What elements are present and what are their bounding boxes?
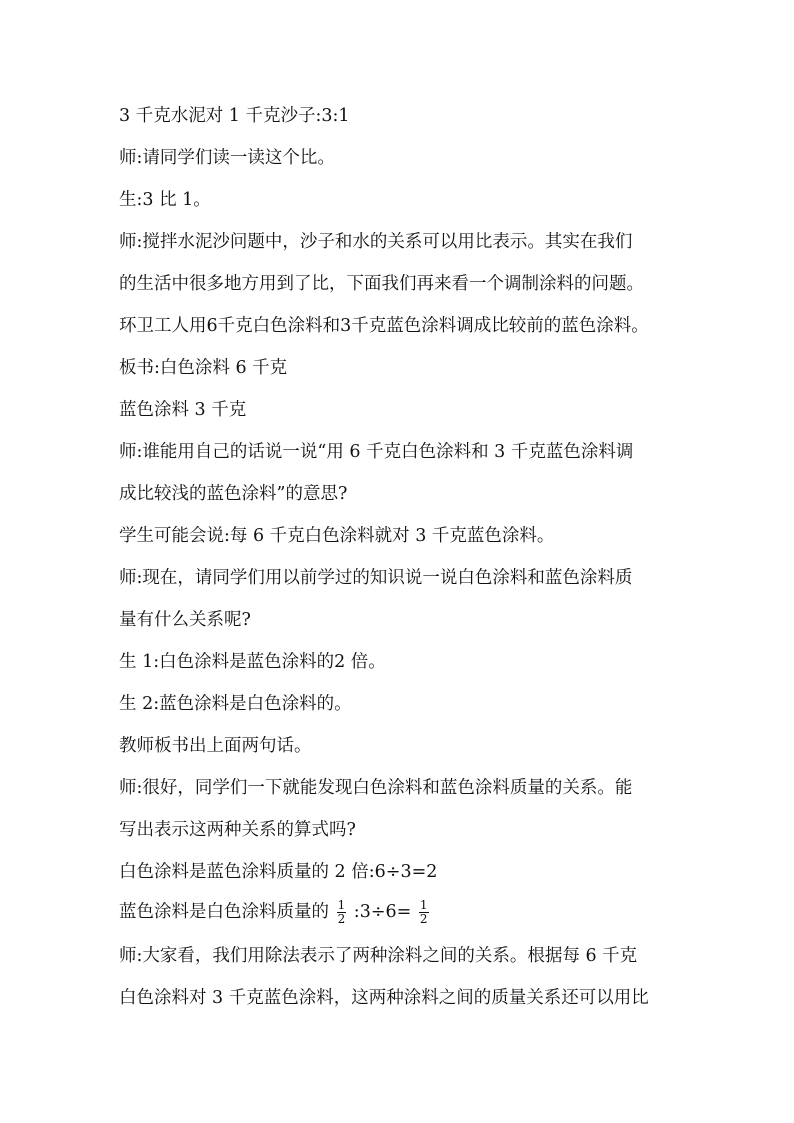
fraction-one-half [337, 899, 347, 926]
text-line: 生 1:白色涂料是蓝色涂料的2 倍。 [119, 652, 386, 672]
fraction-line-prefix: 蓝色涂料是白色涂料质量的 [119, 902, 329, 922]
text-line: 师:谁能用自己的话说一说“用 6 千克白色涂料和 3 千克蓝色涂料调 [119, 442, 634, 462]
text-line: 师:很好，同学们一下就能发现白色涂料和蓝色涂料质量的关系。能 [119, 778, 633, 798]
text-line: 教师板书出上面两句话。 [119, 736, 312, 756]
text-line: 成比较浅的蓝色涂料”的意思? [119, 484, 348, 504]
fraction-numerator: 1 [337, 898, 346, 912]
text-line: 学生可能会说:每 6 千克白色涂料就对 3 千克蓝色涂料。 [119, 526, 555, 546]
fraction-line [119, 896, 431, 928]
fraction-numerator: 1 [419, 898, 428, 912]
text-line: 师:请同学们读一读这个比。 [119, 148, 335, 168]
text-line: 的生活中很多地方用到了比，下面我们再来看一个调制涂料的问题。 [119, 274, 644, 294]
text-line: 写出表示这两种关系的算式吗? [119, 820, 356, 840]
fraction-denominator: 2 [337, 912, 346, 926]
text-line: 3 千克水泥对 1 千克沙子:3:1 [119, 106, 350, 126]
text-line: 生:3 比 1。 [119, 190, 211, 210]
text-line: 白色涂料是蓝色涂料质量的 2 倍:6÷3=2 [119, 862, 438, 882]
fraction-line-middle: :3÷6= [353, 902, 412, 922]
text-line: 板书:白色涂料 6 千克 [119, 358, 288, 378]
text-line: 师:现在，请同学们用以前学过的知识说一说白色涂料和蓝色涂料质 [119, 568, 633, 588]
text-line: 师:搅拌水泥沙问题中，沙子和水的关系可以用比表示。其实在我们 [119, 232, 633, 252]
fraction-denominator: 2 [419, 912, 428, 926]
text-line: 白色涂料对 3 千克蓝色涂料，这两种涂料之间的质量关系还可以用比 [119, 988, 649, 1008]
text-line: 师:大家看，我们用除法表示了两种涂料之间的关系。根据每 6 千克 [119, 946, 638, 966]
text-line: 生 2:蓝色涂料是白色涂料的。 [119, 694, 352, 714]
fraction-one-half-result [419, 899, 429, 926]
text-line: 量有什么关系呢? [119, 610, 251, 630]
text-line: 环卫工人用6千克白色涂料和3千克蓝色涂料调成比较前的蓝色涂料。 [119, 316, 649, 336]
text-line: 蓝色涂料 3 千克 [119, 400, 247, 420]
